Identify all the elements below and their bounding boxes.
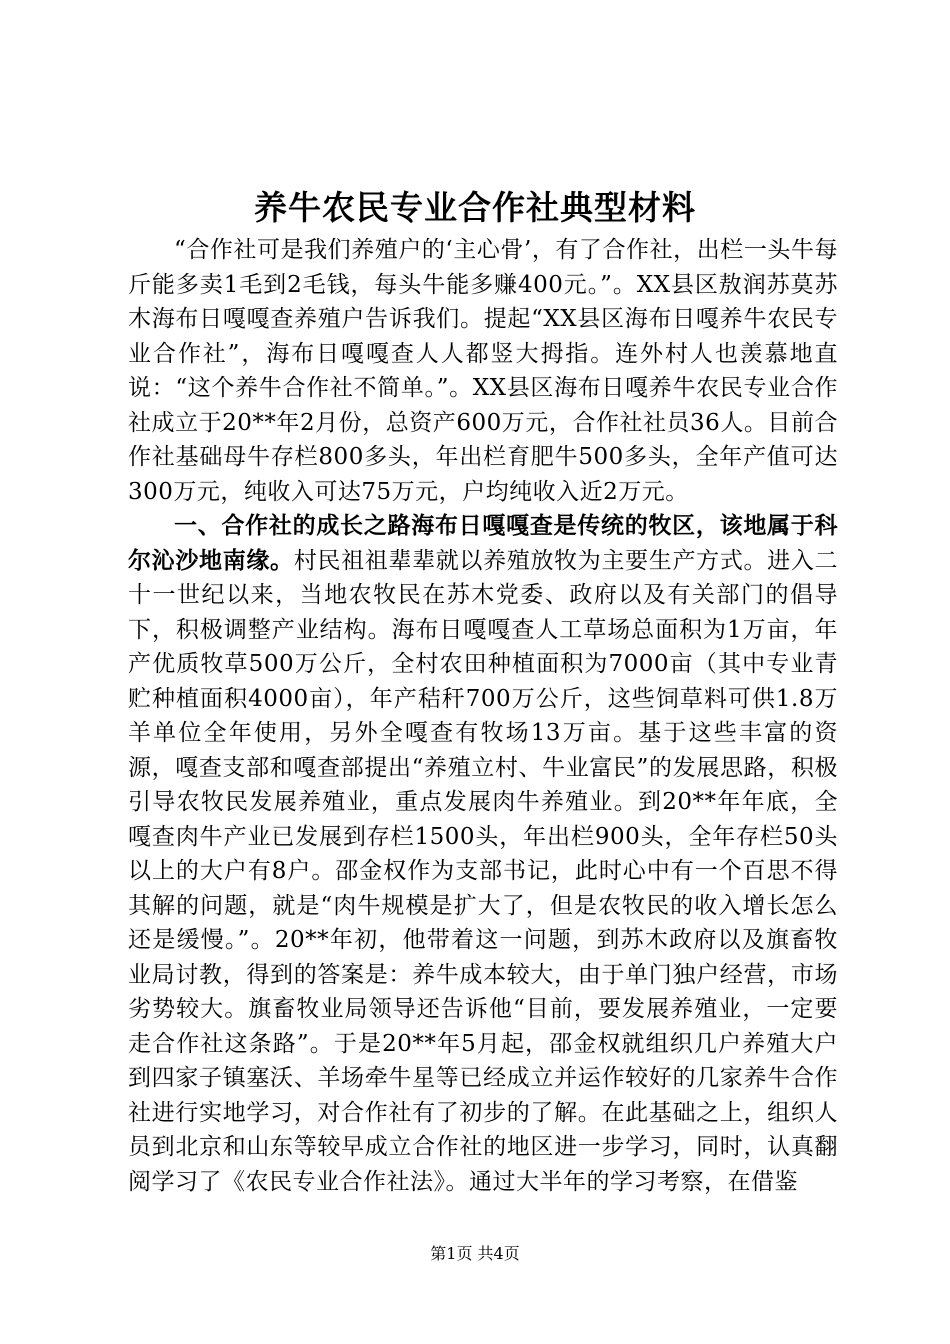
paragraph-section-1-text: 村民祖祖辈辈就以养殖放牧为主要生产方式。进入二十一世纪以来，当地农牧民在苏木党委、政府以及有关部门的倡导下，积极调整产业结构。海布日嘎嘎查人工草场总面积为1万亩，年产优质牧草500万公斤，全村农田种植面积为7000亩（其中专业青贮种植面积4000亩），年产秸秆700万公斤，这些饲草料可供1.8万羊单位全年使用，另外全嘎查有牧场13万亩。基于这些丰富的资源，嘎查支部和嘎查部提出“养殖立村、牛业富民”的发展思路，积极引导农牧民发展养殖业，重点发展肉牛养殖业。到20**年年底，全嘎查肉牛产业已发展到存栏1500头，年出栏900头，全年存栏50头以上的大户有8户。邵金权作为支部书记，此时心中有一个百思不得其解的问题，就是“肉牛规模是扩大了，但是农牧民的收入增长怎么还是缓慢。”。20**年初，他带着这一问题，到苏木政府以及旗畜牧业局讨教，得到的答案是：养牛成本较大，由于单门独户经营，市场劣势较大。旗畜牧业局领导还告诉他“目前，要发展养殖业，一定要走合作社这条路”。于是20**年5月起，邵金权就组织几户养殖大户到四家子镇塞沃、羊场牵牛星等已经成立并运作较好的几家养牛合作社进行实地学习，对合作社有了初步的了解。在此基础之上，组织人员到北京和山东等较早成立合作社的地区进一步学习，同时，认真翻阅学习了《农民专业合作社法》。通过大半年的学习考察，在借鉴 [128, 547, 839, 1195]
document-title: 养牛农民专业合作社典型材料 [254, 188, 696, 227]
document-body [128, 233, 838, 1199]
paragraph-intro [128, 233, 838, 509]
paragraph-intro-text: “合作社可是我们养殖户的‘主心骨’，有了合作社，出栏一头牛每斤能多卖1毛到2毛钱，每头牛能多赚400元。”。XX县区敖润苏莫苏木海布日嘎嘎查养殖户告诉我们。提起“XX县区海布日嘎养牛农民专业合作社”，海布日嘎嘎查人人都竖大拇指。连外村人也羡慕地直说：“这个养牛合作社不简单。”。XX县区海布日嘎养牛农民专业合作社成立于20**年2月份，总资产600万元，合作社社员36人。目前合作社基础母牛存栏800多头，年出栏育肥牛500多头，全年产值可达300万元，纯收入可达75万元，户均纯收入近2万元。 [128, 237, 838, 505]
section-heading: 一、合作社的成长之路海布日嘎嘎查是传统的牧区，该地属于科尔沁沙地南缘。 [128, 512, 838, 574]
page-footer: 第1页 共4页 [430, 1244, 520, 1263]
paragraph-section-1 [128, 509, 838, 1199]
